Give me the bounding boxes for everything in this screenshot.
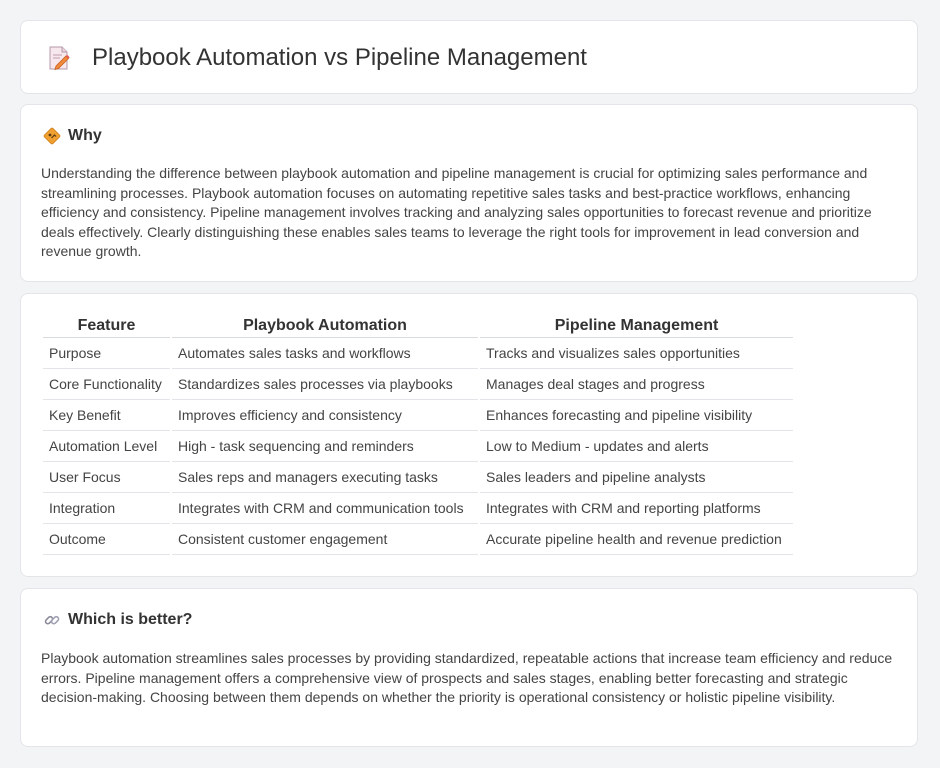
better-heading (43, 610, 192, 630)
table-row (43, 400, 793, 431)
better-title: Which is better? (68, 611, 193, 628)
feature-cell: Core Functionality (43, 369, 170, 400)
comparison-card (20, 293, 918, 577)
comparison-table (41, 315, 795, 555)
feature-cell: User Focus (43, 462, 170, 493)
feature-cell: Key Benefit (43, 400, 170, 431)
page-title: Playbook Automation vs Pipeline Management (92, 44, 587, 71)
playbook-cell: Integrates with CRM and communication tools (172, 493, 478, 524)
pipeline-cell: Tracks and visualizes sales opportunities (480, 338, 793, 369)
why-section (20, 104, 918, 282)
playbook-cell: Sales reps and managers executing tasks (172, 462, 478, 493)
playbook-cell: High - task sequencing and reminders (172, 431, 478, 462)
header-card (20, 20, 918, 94)
playbook-cell: Automates sales tasks and workflows (172, 338, 478, 369)
better-text: Playbook automation streamlines sales processes by providing standardized, repeatable actions that increase team efficiency and reduce errors. Pipeline management offers a comprehensive view of prospects and sales stages, enabling better forecasting and strategic decision-making. Choosing between them depends on whether the priority is operational consistency or holistic pipeline visibility. (41, 650, 893, 706)
feature-cell: Automation Level (43, 431, 170, 462)
playbook-cell: Standardizes sales processes via playbooks (172, 369, 478, 400)
feature-cell: Purpose (43, 338, 170, 369)
feature-cell: Outcome (43, 524, 170, 555)
table-row (43, 431, 793, 462)
feature-cell: Integration (43, 493, 170, 524)
pipeline-cell: Integrates with CRM and reporting platforms (480, 493, 793, 524)
why-heading (43, 126, 102, 146)
pipeline-cell: Enhances forecasting and pipeline visibility (480, 400, 793, 431)
pipeline-cell: Low to Medium - updates and alerts (480, 431, 793, 462)
diamond-sign-icon (43, 127, 61, 145)
table-row (43, 338, 793, 369)
header-playbook: Playbook Automation (172, 315, 478, 338)
header-pipeline: Pipeline Management (480, 315, 793, 338)
playbook-cell: Consistent customer engagement (172, 524, 478, 555)
document-pencil-icon (47, 45, 71, 71)
table-row (43, 524, 793, 555)
why-title: Why (68, 127, 102, 144)
pipeline-cell: Accurate pipeline health and revenue prediction (480, 524, 793, 555)
table-header-row (43, 315, 793, 338)
playbook-cell: Improves efficiency and consistency (172, 400, 478, 431)
table-row (43, 369, 793, 400)
table-row (43, 462, 793, 493)
table-row (43, 493, 793, 524)
header-feature: Feature (43, 315, 170, 338)
which-better-section (20, 588, 918, 747)
pipeline-cell: Sales leaders and pipeline analysts (480, 462, 793, 493)
why-text: Understanding the difference between playbook automation and pipeline management is crucial for optimizing sales performance and streamlining processes. Playbook automation focuses on automating repetitive sales tasks and best-practice workflows, enhancing efficiency and consistency. Pipeline management involves tracking and analyzing sales opportunities to forecast revenue and prioritize deals effectively. Clearly distinguishing these enables sales teams to leverage the right tools for improvement in lead conversion and revenue growth. (41, 165, 872, 260)
link-icon (43, 611, 61, 629)
pipeline-cell: Manages deal stages and progress (480, 369, 793, 400)
